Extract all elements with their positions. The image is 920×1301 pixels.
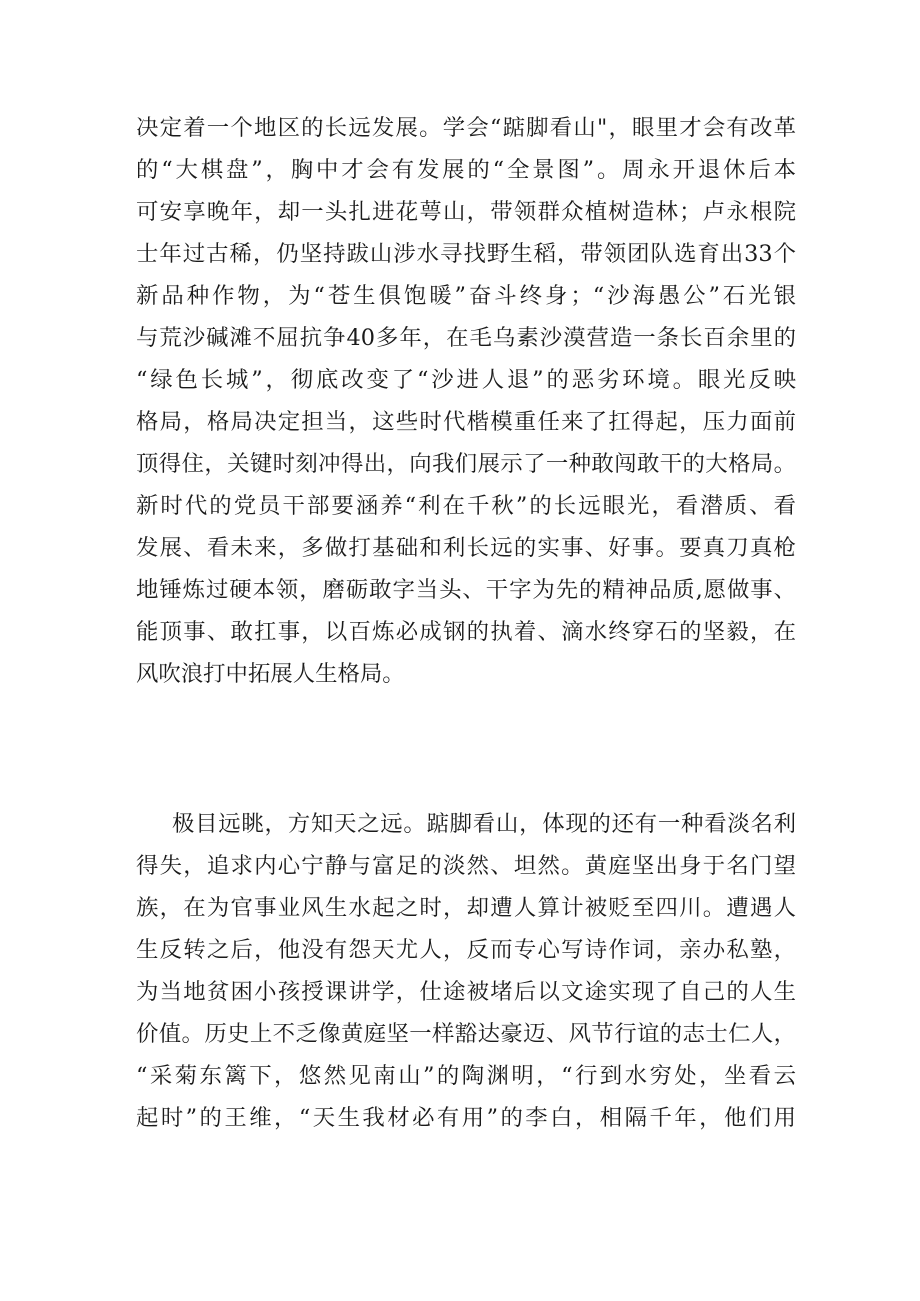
text-line: 发展、看未来，多做打基础和利长远的实事、好事。要真刀真枪 [136,535,796,561]
text-line: 士年过古稀，仍坚持跋山涉水寻找野生稻，带领团队选育出33个 [136,241,796,267]
text-line: 为当地贫困小孩授课讲学，仕途被堵后以文途实现了自己的人生 [136,979,796,1005]
paragraph-1 [136,107,796,695]
text-line: 生反转之后，他没有怨天尤人，反而专心写诗作词，亲办私塾， [136,937,796,963]
text-line: “采菊东篱下，悠然见南山”的陶渊明，“行到水穷处，坐看云 [136,1063,796,1089]
text-line: 风吹浪打中拓展人生格局。 [136,661,405,687]
text-line: 族，在为官事业风生水起之时，却遭人算计被贬至四川。遭遇人 [136,895,796,921]
text-line: 能顶事、敢扛事，以百炼必成钢的执着、滴水终穿石的坚毅，在 [136,619,796,645]
text-line: 地锤炼过硬本领，磨砺敢字当头、干字为先的精神品质,愿做事、 [136,577,796,603]
paragraph-2 [136,803,796,1139]
text-line: 新时代的党员干部要涵养“利在千秋”的长远眼光，看潜质、看 [136,493,796,519]
text-line: 格局，格局决定担当，这些时代楷模重任来了扛得起，压力面前 [136,409,796,435]
text-line: 价值。历史上不乏像黄庭坚一样豁达豪迈、风节行谊的志士仁人， [136,1021,796,1047]
text-line: 与荒沙碱滩不屈抗争40多年，在毛乌素沙漠营造一条长百余里的 [136,325,796,351]
text-line: 新品种作物，为“苍生俱饱暖”奋斗终身；“沙海愚公”石光银 [136,283,796,309]
text-line: 可安享晚年，却一头扎进花萼山，带领群众植树造林；卢永根院 [136,199,796,225]
text-line: 起时”的王维，“天生我材必有用”的李白，相隔千年，他们用 [136,1105,796,1131]
text-line: 得失，追求内心宁静与富足的淡然、坦然。黄庭坚出身于名门望 [136,853,796,879]
text-line: 的“大棋盘”，胸中才会有发展的“全景图”。周永开退休后本 [136,157,796,183]
text-line: “绿色长城”，彻底改变了“沙进人退”的恶劣环境。眼光反映 [136,367,796,393]
text-line: 顶得住，关键时刻冲得出，向我们展示了一种敢闯敢干的大格局。 [136,451,796,477]
text-line: 极目远眺，方知天之远。踮脚看山，体现的还有一种看淡名利 [172,811,796,837]
text-line: 决定着一个地区的长远发展。学会“踮脚看山"，眼里才会有改革 [136,115,796,141]
